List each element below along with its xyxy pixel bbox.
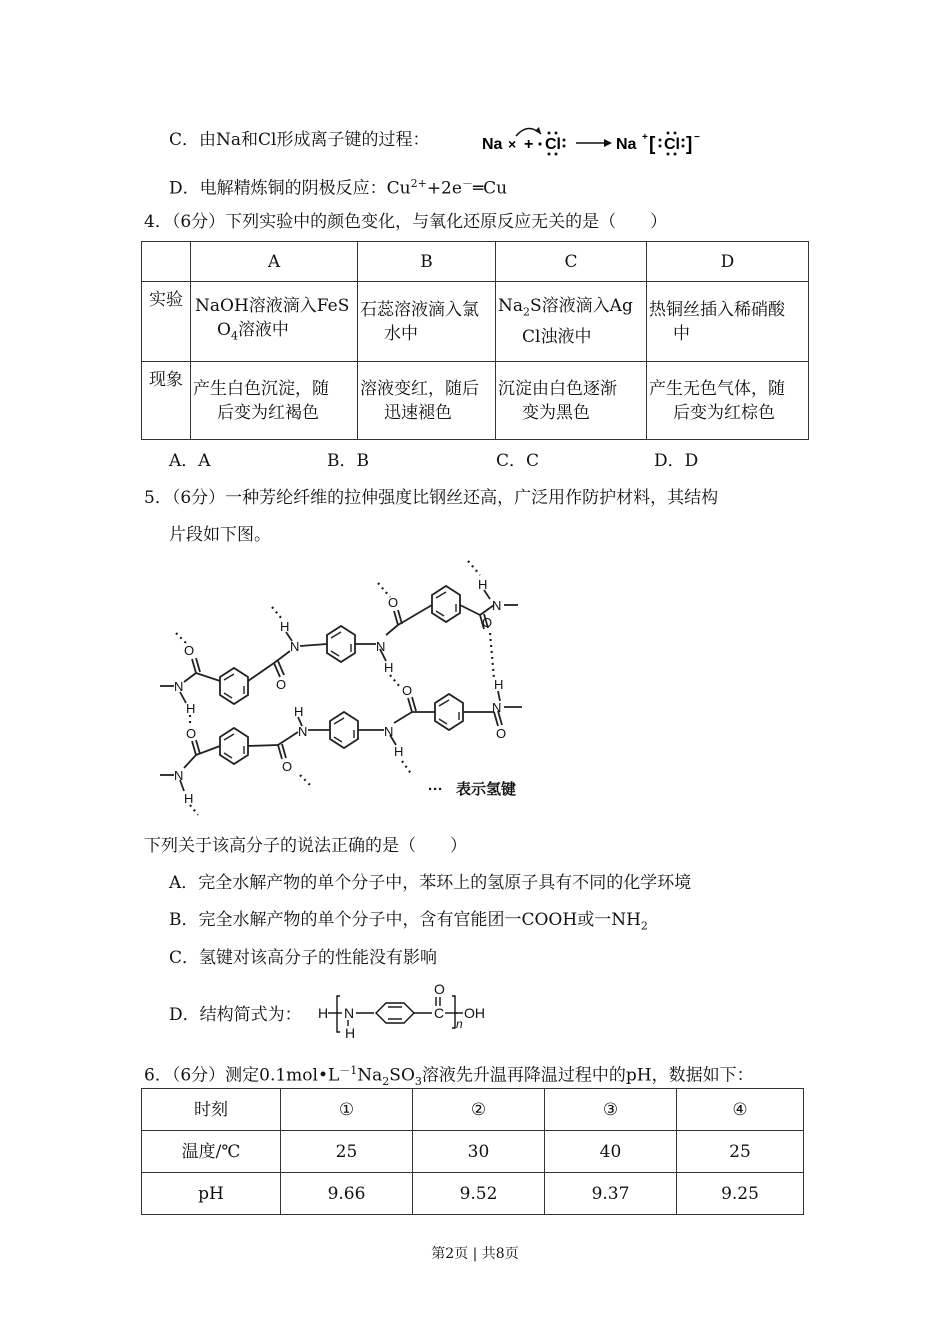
svg-text:N: N [376, 639, 386, 654]
svg-text:N: N [290, 639, 300, 654]
svg-text:N: N [298, 724, 308, 739]
svg-text:OH: OH [464, 1005, 485, 1021]
eq-na-ion: Na [616, 136, 637, 153]
q4-row-phenomenon: 现象 产生白色沉淀，随 后变为红褐色 溶液变红，随后 迅速褪色 沉淀由白色逐渐 变为黑色 产生无色气体，随 后变为红棕色 [142, 362, 809, 440]
q4-phen-a: 产生白色沉淀，随 后变为红褐色 [191, 362, 358, 440]
q5-option-d: D．结构简式为： [169, 1005, 302, 1025]
q5-option-a: A．完全水解产物的单个分子中，苯环上的氢原子具有不同的化学环境 [169, 873, 692, 893]
q4-phen-d: 产生无色气体，随 后变为红棕色 [647, 362, 809, 440]
eq-cl: Cl [545, 136, 561, 153]
svg-text:H: H [478, 577, 488, 592]
eq-cl-ion: Cl [664, 136, 680, 153]
q6-table [141, 1088, 804, 1215]
hydrogen-bonds [176, 561, 494, 815]
q4-option-a: A．A [169, 451, 211, 471]
svg-text:O: O [434, 982, 445, 997]
svg-text:O: O [402, 683, 413, 698]
eq-na: Na [482, 136, 503, 153]
svg-text:O: O [184, 643, 195, 658]
svg-text:O: O [482, 615, 493, 630]
q6-row-ph: pH 9.66 9.52 9.37 9.25 [142, 1173, 804, 1215]
aramid-structure-figure [150, 555, 570, 817]
svg-text:N: N [492, 700, 502, 715]
hbond-legend-label: 表示氢键 [456, 781, 517, 798]
q4-exp-d: 热铜丝插入稀硝酸 中 [647, 282, 809, 362]
svg-text:H: H [345, 1025, 356, 1041]
hbond-legend-dots: ··· [428, 781, 443, 798]
ionic-bond-formation-diagram [478, 118, 708, 162]
q5-question-line2: 片段如下图。 [169, 525, 271, 545]
q6-row-temperature: 温度/℃ 25 30 40 25 [142, 1131, 804, 1173]
svg-text:+: + [642, 132, 648, 143]
q4-header-a: A [191, 242, 358, 282]
q4-table [141, 241, 809, 440]
q4-option-c: C．C [496, 451, 540, 471]
q6-header-time: 时刻 [142, 1089, 281, 1131]
q5-option-b: B．完全水解产物的单个分子中，含有官能团一COOH或一$NH_2$ [169, 910, 648, 933]
svg-text:C: C [434, 1005, 445, 1021]
svg-text:H: H [186, 701, 196, 716]
q4-phen-b: 溶液变红，随后 迅速褪色 [358, 362, 496, 440]
q4-header-b: B [358, 242, 496, 282]
svg-text:]: ] [686, 134, 693, 155]
q4-header-row [142, 242, 809, 282]
eq-plus: + [524, 136, 534, 153]
q4-exp-a: NaOH溶液滴入FeS $O_4$溶液中 [191, 282, 358, 362]
q4-header-d: D [647, 242, 809, 282]
q3-option-d: D．电解精炼铜的阴极反应：$Cu^{2+}+2e^-═Cu$ [169, 177, 508, 199]
q6-question: 6．（6分）测定$0.1mol•L^{-1}Na_2SO_3$溶液先升温再降温过程中的pH，数据如下： [144, 1064, 754, 1089]
svg-text:−: − [694, 132, 700, 143]
svg-text:O: O [276, 677, 287, 692]
q4-option-b: B．B [327, 451, 369, 471]
q4-option-d: D．D [654, 451, 699, 471]
svg-text:H: H [294, 704, 304, 719]
svg-text:H: H [318, 1005, 329, 1021]
svg-text:O: O [186, 726, 197, 741]
svg-text:n: n [456, 1017, 463, 1031]
q4-row-experiment: 实验 NaOH溶液滴入FeS $O_4$溶液中 石蕊溶液滴入氯 水中 $Na_2S$溶液滴入Ag Cl浊液中 热铜丝插入稀硝酸 中 [142, 282, 809, 362]
svg-text:O: O [282, 759, 293, 774]
q3-option-c [169, 128, 429, 152]
svg-text:O: O [388, 595, 399, 610]
svg-text:H: H [494, 677, 504, 692]
q4-exp-c: $Na_2S$溶液滴入Ag Cl浊液中 [496, 282, 647, 362]
q4-exp-b: 石蕊溶液滴入氯 水中 [358, 282, 496, 362]
q4-phen-c: 沉淀由白色逐渐 变为黑色 [496, 362, 647, 440]
eq-x: × [508, 136, 517, 152]
q3-option-c-text: C．由Na和Cl形成离子键的过程： [169, 130, 430, 150]
svg-text:N: N [384, 724, 394, 739]
svg-text:H: H [384, 660, 394, 675]
q4-question: 4．（6分）下列实验中的颜色变化，与氧化还原反应无关的是（ ） [144, 212, 668, 232]
svg-text:N: N [174, 679, 184, 694]
q5-question-line1: 5．（6分）一种芳纶纤维的拉伸强度比钢丝还高，广泛用作防护材料，其结构 [144, 488, 719, 508]
svg-text:O: O [496, 726, 507, 741]
svg-text:H: H [184, 791, 194, 806]
q4-header-c: C [496, 242, 647, 282]
page-footer: 第2页 | 共8页 [431, 1246, 519, 1262]
svg-text:N: N [174, 768, 184, 783]
q5-option-c: C．氢键对该高分子的性能没有影响 [169, 948, 438, 968]
svg-text:[: [ [649, 134, 656, 155]
svg-text:N: N [344, 1005, 355, 1021]
q6-header-row: 时刻 ① ② ③ ④ [142, 1089, 804, 1131]
polymer-structural-formula [318, 982, 488, 1046]
svg-text:N: N [492, 598, 502, 613]
svg-text:H: H [394, 744, 404, 759]
q5-sub-question: 下列关于该高分子的说法正确的是（ ） [144, 836, 467, 856]
svg-text:H: H [280, 619, 290, 634]
